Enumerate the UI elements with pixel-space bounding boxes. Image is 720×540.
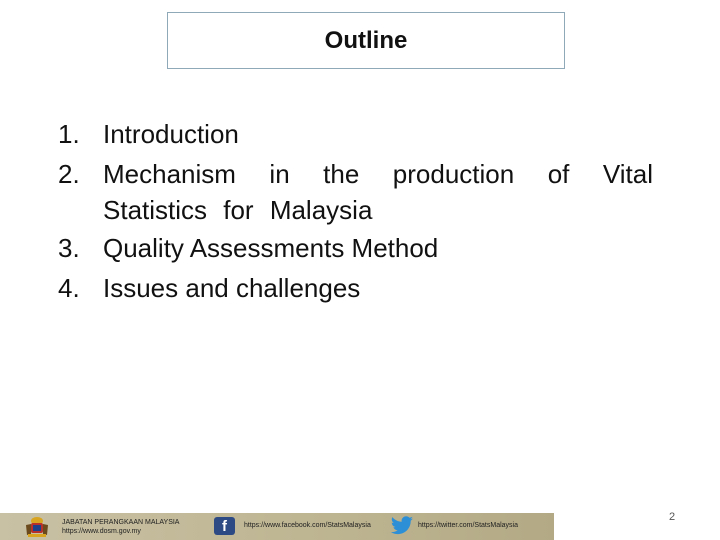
outline-item-text: Mechanism in the production of Vital Statistics for Malaysia — [103, 159, 653, 225]
outline-item-text: Introduction — [103, 119, 239, 149]
outline-item — [58, 154, 653, 228]
outline-item — [58, 114, 653, 154]
outline-item-number: 1. — [58, 119, 80, 149]
org-url[interactable]: https://www.dosm.gov.my — [62, 528, 141, 535]
outline-item-text: Issues and challenges — [103, 273, 361, 303]
org-info — [62, 518, 179, 536]
outline-item-number: 3. — [58, 233, 80, 263]
page-number: 2 — [669, 511, 676, 523]
outline-item-text: Quality Assessments Method — [103, 233, 439, 263]
footer-bar — [0, 513, 554, 540]
outline-item — [58, 268, 653, 308]
twitter-link[interactable]: https://twitter.com/StatsMalaysia — [418, 522, 518, 529]
slide-title: Outline — [324, 26, 408, 54]
slide-title-box — [167, 12, 565, 69]
twitter-icon[interactable] — [390, 516, 414, 536]
facebook-link[interactable]: https://www.facebook.com/StatsMalaysia — [244, 522, 371, 529]
outline-list — [58, 114, 653, 308]
outline-item — [58, 228, 653, 268]
outline-item-number: 4. — [58, 273, 80, 303]
crest-icon — [24, 515, 50, 538]
org-name: JABATAN PERANGKAAN MALAYSIA — [62, 519, 180, 526]
facebook-icon[interactable]: f — [214, 517, 235, 535]
outline-item-number: 2. — [58, 159, 80, 189]
